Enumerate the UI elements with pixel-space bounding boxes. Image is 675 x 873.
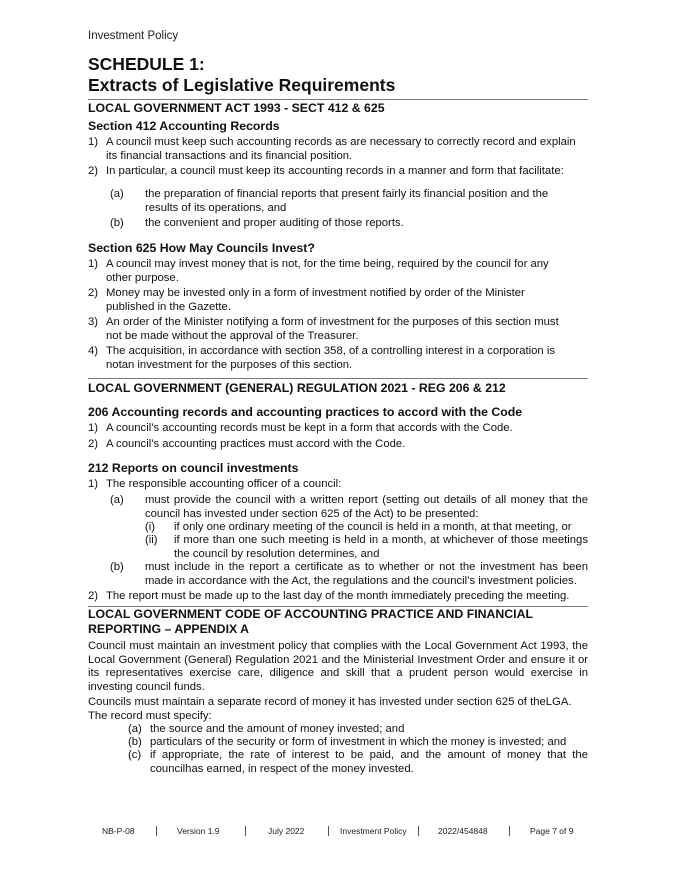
schedule-title: [88, 54, 395, 96]
r212-heading: 212 Reports on council investments: [88, 461, 299, 475]
list-item: 3) An order of the Minister notifying a form of investment for the purposes of this section must not be made without the approval of the Treasurer.: [88, 316, 559, 342]
sub-list-item: (b) the convenient and proper auditing of those reports.: [110, 217, 404, 229]
list-item: 4) The acquisition, in accordance with section 358, of a controlling interest in a corporation is notan investment for the purposes of this section.: [88, 345, 555, 371]
footer-separator: [418, 826, 419, 836]
footer-reference: 2022/454848: [438, 826, 488, 836]
sub-list-item: (b) must include in the report a certificate as to whether or not the investment has been made in accordance with the Act, the regulations and the council’s investment policies.: [110, 561, 588, 587]
list-item: 2) A council’s accounting practices must accord with the Code.: [88, 438, 406, 450]
footer-separator: [245, 826, 246, 836]
sub-list-item: (b) particulars of the security or form of investment in which the money is invested; and: [128, 736, 567, 748]
list-item: 1) A council’s accounting records must be kept in a form that accords with the Code.: [88, 422, 513, 434]
section-divider: [88, 99, 588, 100]
footer-doc-code: NB-P-08: [102, 826, 135, 836]
footer-date: July 2022: [268, 826, 305, 836]
s412-heading: Section 412 Accounting Records: [88, 119, 280, 133]
section-divider: [88, 378, 588, 379]
footer-separator: [156, 826, 157, 836]
sub-list-item: (a) must provide the council with a written report (setting out details of all money that the council has invested under section 625 of the Act) to be presented:: [110, 494, 588, 520]
code-paragraph: Councils must maintain a separate record of money it has invested under section 625 of theLGA. The record must specify:: [88, 696, 572, 722]
footer-doc-title: Investment Policy: [340, 826, 407, 836]
sub-list-item: (c) if appropriate, the rate of interest to be paid, and the amount of money that the councilhas earned, in respect of the money invested.: [128, 749, 588, 775]
footer-separator: [328, 826, 329, 836]
r206-heading: 206 Accounting records and accounting practices to accord with the Code: [88, 405, 523, 419]
schedule-title-line2: Extracts of Legislative Requirements: [88, 75, 396, 95]
code-heading: LOCAL GOVERNMENT CODE OF ACCOUNTING PRACTICE AND FINANCIAL REPORTING – APPENDIX A: [88, 607, 533, 636]
running-header: Investment Policy: [88, 30, 179, 42]
list-item: 2) Money may be invested only in a form of investment notified by order of the Minister published in the Gazette.: [88, 287, 525, 313]
list-item: 1) A council must keep such accounting records as are necessary to correctly record and explain its financial transactions and its financial position.: [88, 136, 576, 162]
footer-separator: [509, 826, 510, 836]
code-paragraph: Council must maintain an investment policy that complies with the Local Government Act 1993, the Local Government (General) Regulation 2021 and the Ministerial Investment Order and ensure it or its representatives exercise care, diligence and skill that a prudent person would exercise in investing council funds.: [88, 640, 588, 693]
lga-heading: LOCAL GOVERNMENT ACT 1993 - SECT 412 & 625: [88, 101, 385, 115]
footer-page-number: Page 7 of 9: [530, 826, 574, 836]
sub-list-item: (a) the preparation of financial reports that present fairly its financial position and the results of its operations, and: [110, 188, 549, 214]
sub-sub-list-item: (i) if only one ordinary meeting of the council is held in a month, at that meeting, or: [145, 521, 572, 533]
sub-sub-list-item: (ii) if more than one such meeting is held in a month, at whichever of those meetings the council by resolution determines, and: [145, 534, 588, 560]
list-item: 1) A council may invest money that is not, for the time being, required by the council for any other purpose.: [88, 258, 549, 284]
list-item: 2) The report must be made up to the last day of the month immediately preceding the meeting.: [88, 590, 570, 602]
sub-list-item: (a) the source and the amount of money invested; and: [128, 723, 405, 735]
s625-heading: Section 625 How May Councils Invest?: [88, 241, 315, 255]
schedule-title-line1: SCHEDULE 1:: [88, 54, 205, 74]
list-item: 1) The responsible accounting officer of a council:: [88, 478, 342, 490]
list-item: 2) In particular, a council must keep its accounting records in a manner and form that facilitate:: [88, 165, 564, 177]
footer-version: Version 1.9: [177, 826, 220, 836]
reg-heading: LOCAL GOVERNMENT (GENERAL) REGULATION 2021 - REG 206 & 212: [88, 381, 506, 395]
